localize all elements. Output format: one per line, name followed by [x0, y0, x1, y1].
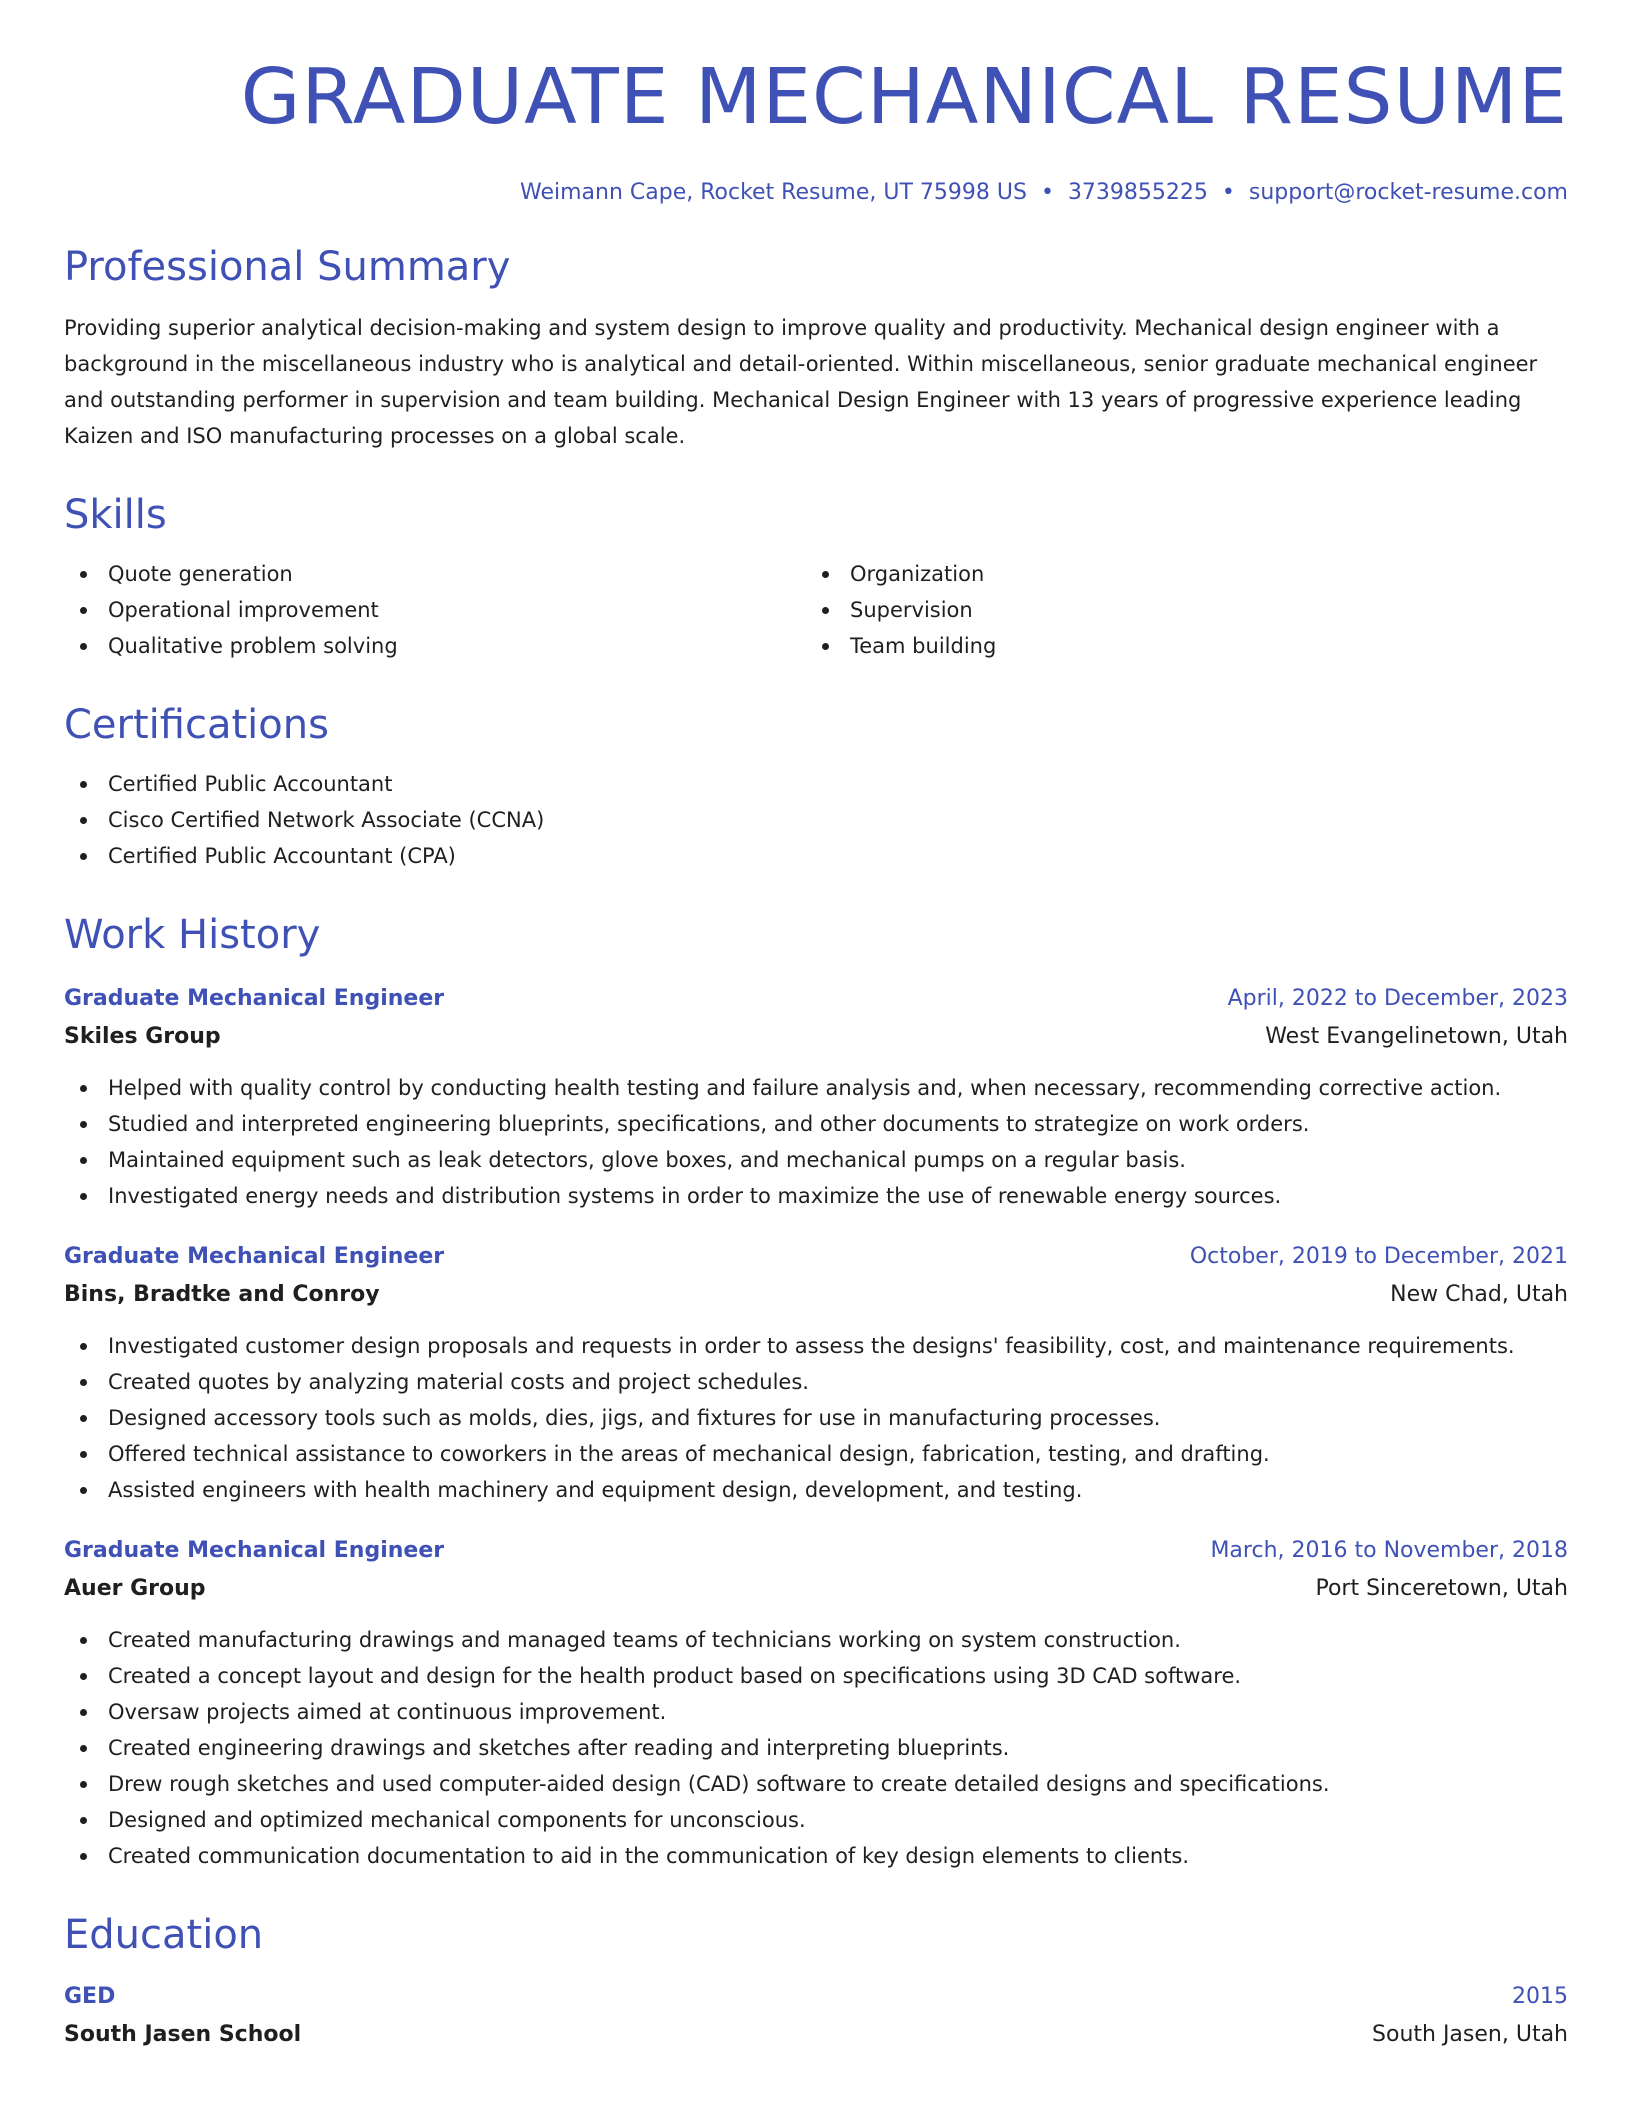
job-bullet: Offered technical assistance to coworkers in the areas of mechanical design, fabrication, testing, and drafting.: [64, 1436, 1568, 1472]
education-location: South Jasen, Utah: [1372, 2022, 1568, 2047]
job-dates: April, 2022 to December, 2023: [1227, 986, 1568, 1011]
job-bullets: [64, 1328, 1568, 1508]
education-entry: [64, 1978, 1568, 2054]
skill-item: Team building: [806, 628, 1548, 664]
skill-item: Quote generation: [64, 556, 806, 592]
job-bullet: Designed and optimized mechanical components for unconscious.: [64, 1802, 1568, 1838]
job-bullet: Maintained equipment such as leak detectors, glove boxes, and mechanical pumps on a regular basis.: [64, 1142, 1568, 1178]
contact-separator: •: [1040, 180, 1054, 205]
job-bullet: Created engineering drawings and sketches after reading and interpreting blueprints.: [64, 1730, 1568, 1766]
education-heading: Education: [64, 1912, 264, 1958]
job-bullet: Helped with quality control by conducting health testing and failure analysis and, when necessary, recommending corrective action.: [64, 1070, 1568, 1106]
certifications-heading: Certifications: [64, 702, 329, 748]
job-company: Auer Group: [64, 1576, 206, 1601]
contact-phone: 3739855225: [1067, 180, 1208, 205]
skills-list-left: [64, 556, 806, 664]
job-bullet: Assisted engineers with health machinery and equipment design, development, and testing.: [64, 1472, 1568, 1508]
certification-item: Cisco Certified Network Associate (CCNA): [64, 802, 1568, 838]
job-title: Graduate Mechanical Engineer: [64, 986, 445, 1011]
skill-item: Operational improvement: [64, 592, 806, 628]
job-company: Bins, Bradtke and Conroy: [64, 1282, 380, 1307]
job-bullet: Investigated energy needs and distribution systems in order to maximize the use of renewable energy sources.: [64, 1178, 1568, 1214]
skill-item: Supervision: [806, 592, 1548, 628]
job-entry: [64, 1238, 1568, 1508]
contact-address: Weimann Cape, Rocket Resume, UT 75998 US: [519, 180, 1027, 205]
education-section: [64, 1910, 1568, 2054]
job-location: Port Sinceretown, Utah: [1315, 1576, 1568, 1601]
contact-separator: •: [1221, 180, 1235, 205]
job-dates: October, 2019 to December, 2021: [1189, 1244, 1568, 1269]
job-bullets: [64, 1070, 1568, 1214]
job-company: Skiles Group: [64, 1024, 221, 1049]
job-bullet: Drew rough sketches and used computer-aided design (CAD) software to create detailed designs and specifications.: [64, 1766, 1568, 1802]
skill-item: Organization: [806, 556, 1548, 592]
job-bullets: [64, 1622, 1568, 1874]
skills-section: [64, 490, 1568, 664]
summary-text: Providing superior analytical decision-making and system design to improve quality and productivity. Mechanical design engineer with a background in the miscellaneous industry who is analytical and detail-oriented. Within miscellaneous, senior graduate mechanical engineer and outstanding performer in supervision and team building. Mechanical Design Engineer with 13 years of progressive experience leading Kaizen and ISO manufacturing processes on a global scale.: [64, 316, 1538, 448]
summary-section: [64, 242, 1568, 454]
job-title: Graduate Mechanical Engineer: [64, 1538, 445, 1563]
job-bullet: Investigated customer design proposals and requests in order to assess the designs' feasibility, cost, and maintenance requirements.: [64, 1328, 1568, 1364]
job-bullet: Created quotes by analyzing material costs and project schedules.: [64, 1364, 1568, 1400]
job-entry: [64, 1532, 1568, 1874]
job-bullet: Created a concept layout and design for the health product based on specifications using 3D CAD software.: [64, 1658, 1568, 1694]
job-bullet: Created manufacturing drawings and managed teams of technicians working on system construction.: [64, 1622, 1568, 1658]
contact-email: support@rocket-resume.com: [1248, 180, 1568, 205]
certifications-list: [64, 766, 1568, 874]
skills-list-right: [806, 556, 1548, 664]
summary-heading: Professional Summary: [64, 244, 511, 290]
certification-item: Certified Public Accountant (CPA): [64, 838, 1568, 874]
education-degree: GED: [64, 1984, 116, 2009]
education-year: 2015: [1512, 1984, 1568, 2009]
job-bullet: Studied and interpreted engineering blueprints, specifications, and other documents to strategize on work orders.: [64, 1106, 1568, 1142]
job-location: West Evangelinetown, Utah: [1265, 1024, 1568, 1049]
work-history-heading: Work History: [64, 912, 321, 958]
job-bullet: Created communication documentation to aid in the communication of key design elements to clients.: [64, 1838, 1568, 1874]
skills-heading: Skills: [64, 492, 167, 538]
job-bullet: Oversaw projects aimed at continuous improvement.: [64, 1694, 1568, 1730]
certification-item: Certified Public Accountant: [64, 766, 1568, 802]
certifications-section: [64, 700, 1568, 874]
job-dates: March, 2016 to November, 2018: [1210, 1538, 1568, 1563]
contact-line: [64, 178, 1568, 208]
job-location: New Chad, Utah: [1390, 1282, 1568, 1307]
job-title: Graduate Mechanical Engineer: [64, 1244, 445, 1269]
resume-title: GRADUATE MECHANICAL RESUME: [240, 53, 1568, 142]
skills-columns: [64, 540, 1568, 664]
job-bullet: Designed accessory tools such as molds, dies, jigs, and fixtures for use in manufacturing processes.: [64, 1400, 1568, 1436]
work-history-section: [64, 910, 1568, 1874]
skill-item: Qualitative problem solving: [64, 628, 806, 664]
job-entry: [64, 980, 1568, 1214]
education-school: South Jasen School: [64, 2022, 302, 2047]
